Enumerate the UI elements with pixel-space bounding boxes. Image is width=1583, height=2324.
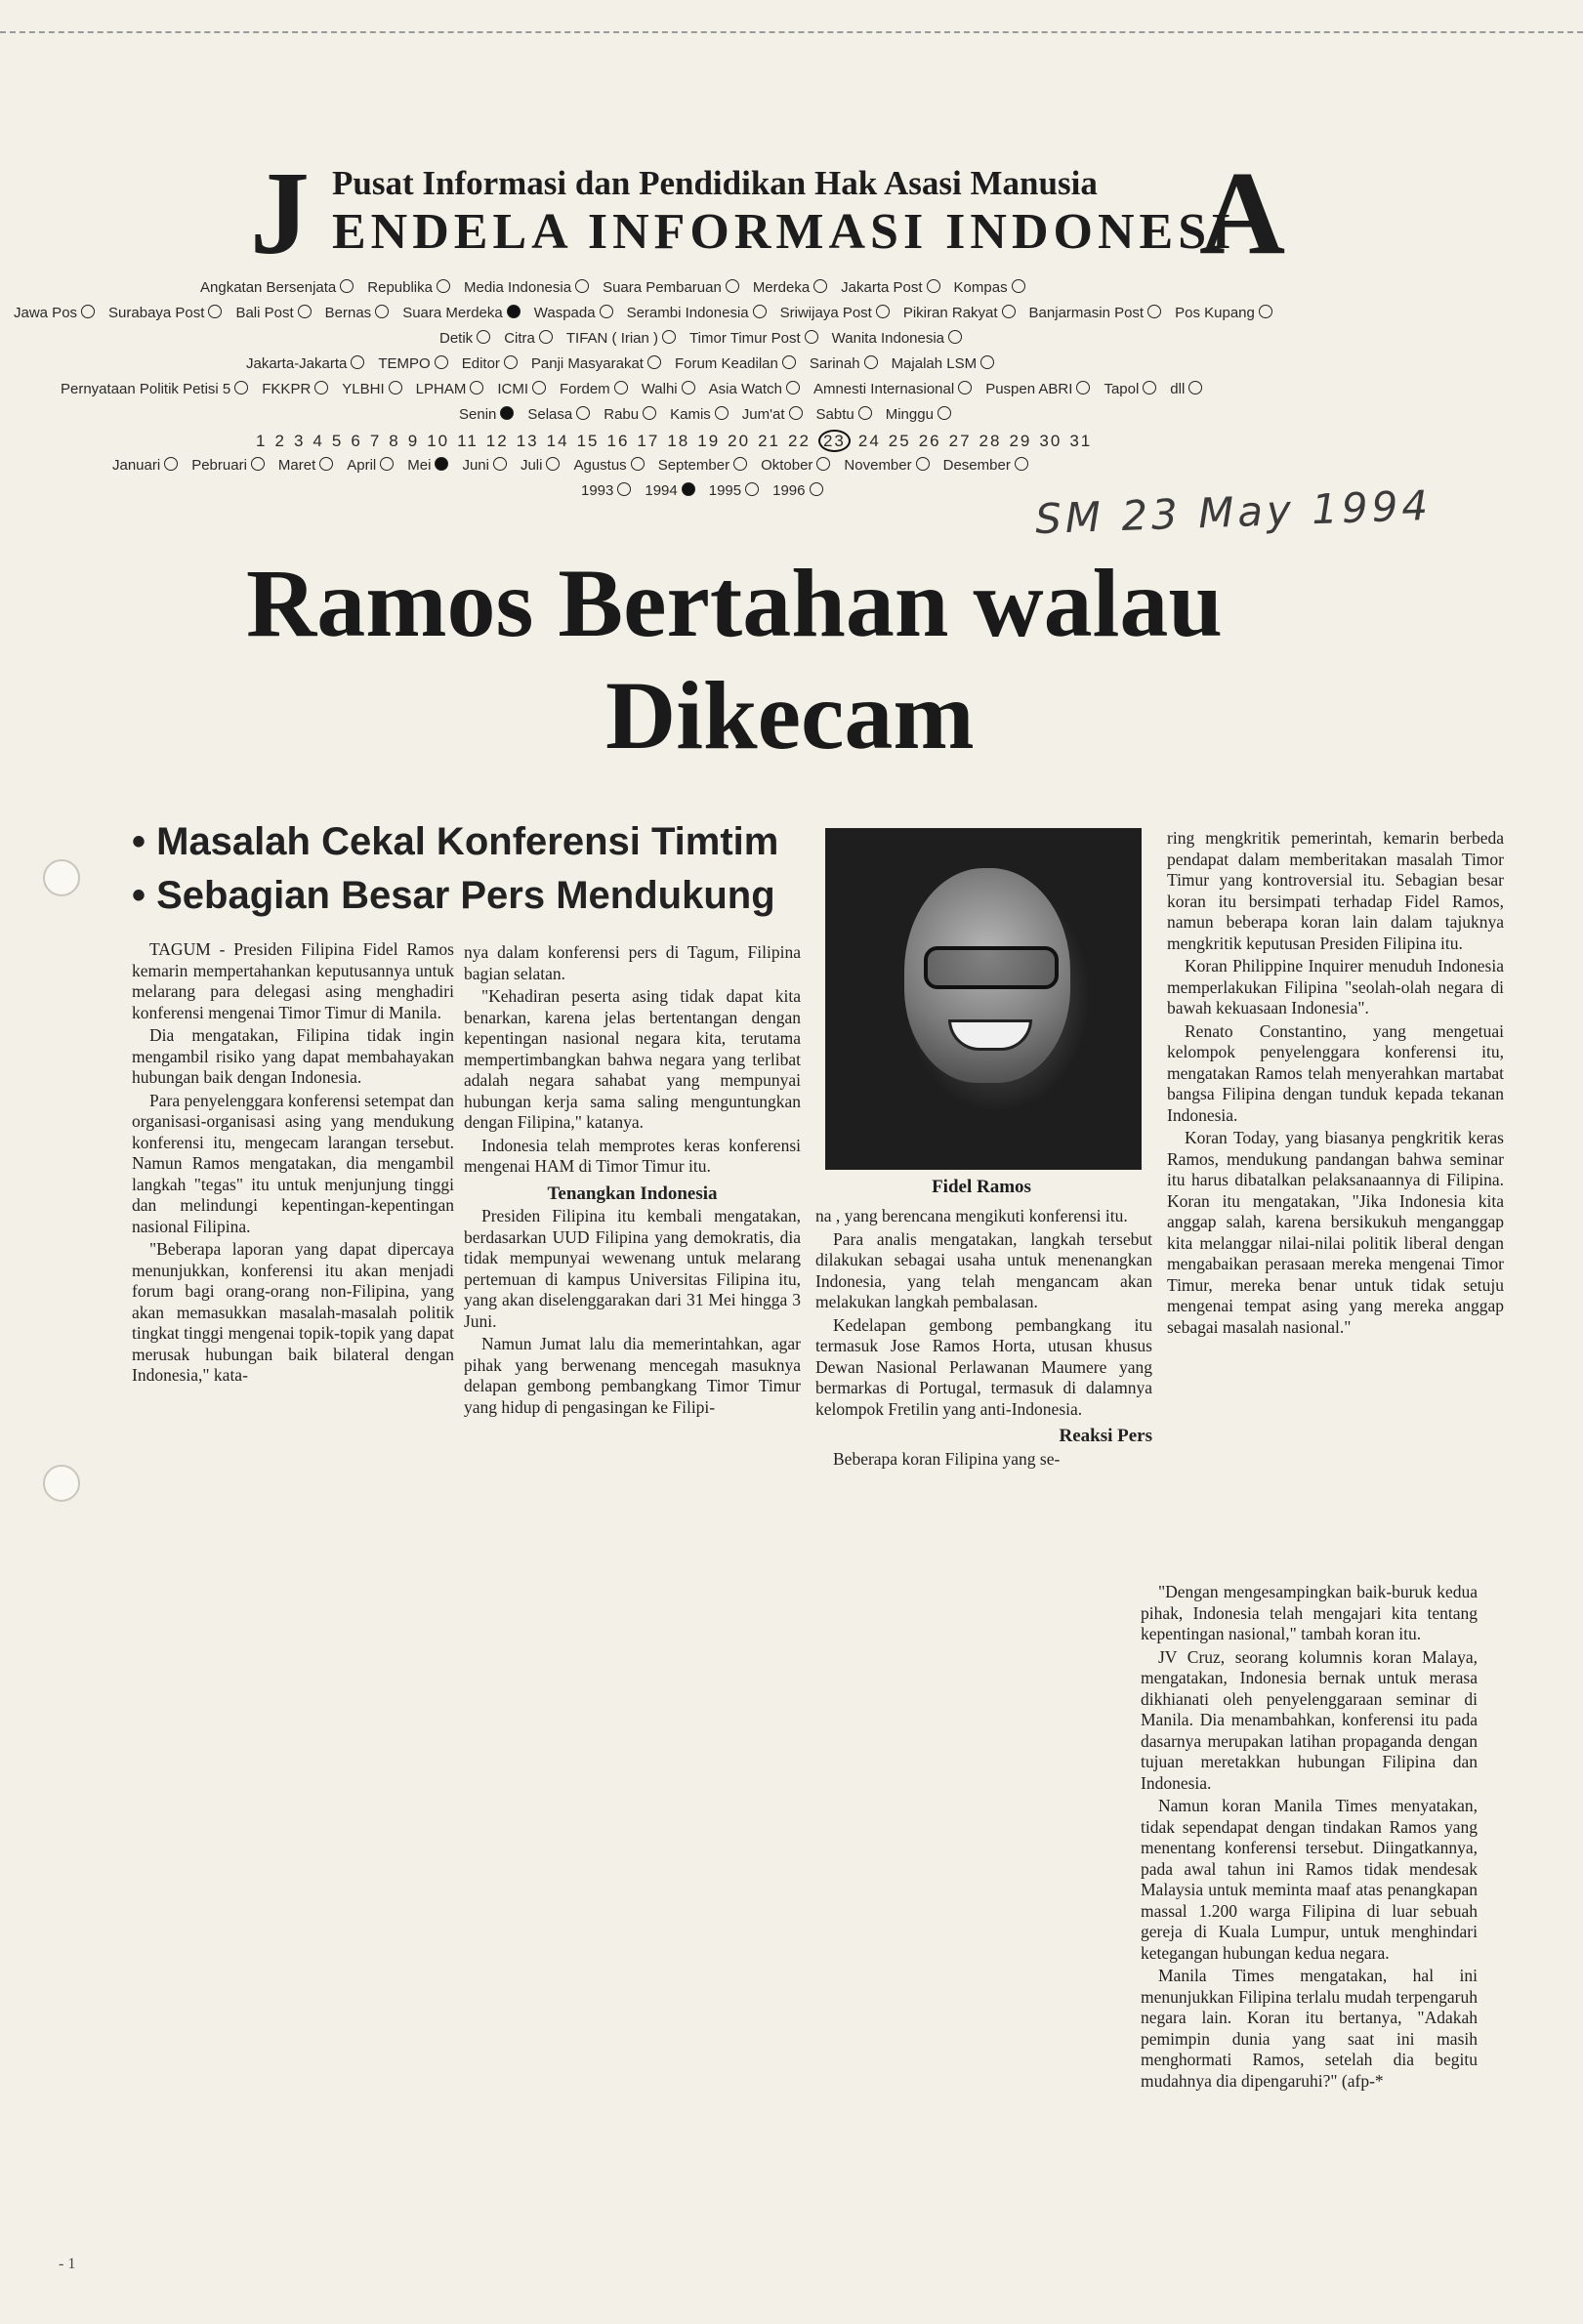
radio-icon[interactable]: [726, 279, 739, 293]
month-option[interactable]: [943, 457, 1036, 474]
month-label: November: [844, 457, 912, 474]
radio-icon[interactable]: [1147, 305, 1161, 318]
date-option[interactable]: 14: [546, 432, 569, 450]
radio-icon[interactable]: [631, 457, 645, 471]
selected-radio-icon[interactable]: [435, 457, 448, 471]
date-option[interactable]: 20: [728, 432, 751, 450]
source-option[interactable]: [531, 355, 669, 372]
paragraph: Manila Times mengatakan, hal ini menunjukkan Filipina terlalu mudah terpengaruh negara lain. Koran itu bertanya, "Adakah pemimpin dunia yang saat ini masih menghormati Ramos, setelah dia begitu mudahnya dia dipengaruhi?" (afp-*: [1141, 1966, 1478, 2091]
year-option[interactable]: [709, 482, 767, 499]
paragraph: "Dengan mengesampingkan baik-buruk kedua pihak, Indonesia telah mengajari kita tentang kepentingan nasional," tambah koran itu.: [1141, 1582, 1478, 1643]
month-label: September: [657, 457, 730, 474]
source-option[interactable]: [603, 279, 747, 296]
month-label: Juni: [462, 457, 489, 474]
day-row: [459, 406, 965, 423]
source-option[interactable]: [1170, 381, 1210, 397]
source-option[interactable]: [504, 330, 561, 347]
radio-icon[interactable]: [375, 305, 389, 318]
date-option[interactable]: 8: [389, 432, 400, 450]
source-option[interactable]: [534, 305, 621, 321]
radio-icon[interactable]: [647, 355, 661, 369]
date-option[interactable]: 11: [457, 432, 479, 450]
article-column-2: [464, 942, 801, 1420]
date-option[interactable]: 22: [788, 432, 811, 450]
day-option[interactable]: [886, 406, 959, 423]
source-label: Timor Timur Post: [689, 330, 801, 347]
source-label: Jakarta-Jakarta: [246, 355, 348, 372]
date-option[interactable]: 3: [293, 432, 306, 450]
article-column-3: [815, 1206, 1152, 1472]
radio-icon[interactable]: [682, 381, 695, 394]
year-label: 1994: [645, 482, 678, 499]
paragraph: "Beberapa laporan yang dapat dipercaya menunjukkan, konferensi itu akan menjadi forum bagi orang-orang non-Filipina, yang akan memasukkan masalah-masalah politik tingkat tinggi mengenai topik-topik yang dapat merusak hubungan baik bilateral dengan Indonesia," kata-: [132, 1239, 454, 1385]
radio-icon[interactable]: [319, 457, 333, 471]
photo-caption: Fidel Ramos: [932, 1177, 1031, 1197]
source-option[interactable]: [627, 305, 774, 321]
year-row: [581, 482, 837, 499]
radio-icon[interactable]: [733, 457, 747, 471]
month-label: Pebruari: [191, 457, 247, 474]
source-option[interactable]: [1029, 305, 1170, 321]
selected-radio-icon[interactable]: [682, 482, 695, 496]
radio-icon[interactable]: [782, 355, 796, 369]
date-option[interactable]: 12: [485, 432, 509, 450]
radio-icon[interactable]: [1143, 381, 1156, 394]
headline-line2: Dikecam: [605, 661, 975, 769]
source-option[interactable]: [416, 381, 492, 397]
source-option[interactable]: [14, 305, 103, 321]
radio-icon[interactable]: [470, 381, 483, 394]
radio-icon[interactable]: [1012, 279, 1025, 293]
radio-icon[interactable]: [576, 406, 590, 420]
radio-icon[interactable]: [477, 330, 490, 344]
radio-icon[interactable]: [864, 355, 878, 369]
source-label: Editor: [461, 355, 500, 372]
portrait-photo: [825, 828, 1142, 1170]
source-option[interactable]: [753, 279, 835, 296]
radio-icon[interactable]: [208, 305, 222, 318]
date-option[interactable]: 21: [758, 432, 781, 450]
day-label: Kamis: [670, 406, 711, 423]
source-option[interactable]: [780, 305, 897, 321]
radio-icon[interactable]: [1259, 305, 1272, 318]
day-option[interactable]: [670, 406, 736, 423]
source-option[interactable]: [235, 305, 318, 321]
paragraph: Koran Philippine Inquirer menuduh Indonesia memperlakukan Filipina "seolah-olah negara di bawah kekuasaan Indonesia".: [1167, 956, 1504, 1017]
source-label: Banjarmasin Post: [1028, 305, 1145, 321]
month-label: April: [347, 457, 377, 474]
radio-icon[interactable]: [504, 355, 518, 369]
source-label: Pos Kupang: [1175, 305, 1255, 321]
date-option[interactable]: 29: [1009, 432, 1032, 450]
source-label: Jawa Pos: [14, 305, 78, 321]
source-option[interactable]: [1175, 305, 1280, 321]
radio-icon[interactable]: [958, 381, 972, 394]
day-label: Rabu: [604, 406, 640, 423]
month-label: Oktober: [761, 457, 813, 474]
radio-icon[interactable]: [927, 279, 940, 293]
source-option[interactable]: [497, 381, 554, 397]
source-label: Sriwijaya Post: [779, 305, 872, 321]
radio-icon[interactable]: [435, 355, 448, 369]
radio-icon[interactable]: [1002, 305, 1016, 318]
source-option[interactable]: [954, 279, 1033, 296]
paragraph: Kedelapan gembong pembangkang itu termasuk Jose Ramos Horta, utusan khusus Dewan Nasional Perlawanan Maumere yang bermarkas di Portugal, termasuk di dalamnya kelompok Fretilin yang anti-Indonesia.: [815, 1314, 1152, 1419]
day-label: Jum'at: [741, 406, 785, 423]
radio-icon[interactable]: [81, 305, 95, 318]
day-label: Senin: [459, 406, 497, 423]
source-option[interactable]: [262, 381, 336, 397]
source-label: Forum Keadilan: [674, 355, 778, 372]
source-label: Amnesti Internasional: [812, 381, 955, 397]
source-option[interactable]: [108, 305, 229, 321]
day-option[interactable]: [816, 406, 880, 423]
date-option[interactable]: 15: [576, 432, 600, 450]
day-option[interactable]: [742, 406, 811, 423]
date-option[interactable]: 7: [369, 432, 382, 450]
top-cut-line: [0, 31, 1583, 33]
paragraph: ring mengkritik pemerintah, kemarin berbeda pendapat dalam memberitakan masalah Timor Timur yang kontroversial itu. Sebagian besar koran itu bersimpati terhadap Fidel Ramos, namun beberapa koran lain dalam tajuknya mengkritik keputusan Presiden Filipina itu.: [1167, 828, 1504, 953]
radio-icon[interactable]: [1188, 381, 1202, 394]
paragraph: nya dalam konferensi pers di Tagum, Filipina bagian selatan.: [464, 942, 801, 983]
month-option[interactable]: [462, 457, 515, 474]
month-option[interactable]: [844, 457, 937, 474]
source-label: Pikiran Rakyat: [902, 305, 998, 321]
date-option[interactable]: 17: [637, 432, 660, 450]
paragraph: Presiden Filipina itu kembali mengatakan, berdasarkan UUD Filipina yang demokratis, dia tidak mempunyai wewenang untuk melarang pertemuan di kampus Universitas Filipina itu, yang akan diselenggarakan dari 31 Mei hingga 3 Juni.: [464, 1206, 801, 1331]
paragraph: Renato Constantino, yang mengetuai kelompok penyelenggara konferensi itu, mengatakan Ramos telah menyerahkan martabat bangsa Filipina dengan tunduk kepada tekanan Indonesia.: [1167, 1020, 1504, 1125]
source-option[interactable]: [892, 355, 1003, 372]
month-option[interactable]: [407, 457, 456, 474]
source-label: Suara Pembaruan: [603, 279, 722, 296]
source-option[interactable]: [642, 381, 703, 397]
source-option[interactable]: [985, 381, 1098, 397]
day-label: Sabtu: [815, 406, 854, 423]
month-row: [112, 457, 1042, 474]
month-label: Mei: [407, 457, 432, 474]
source-label: Kompas: [953, 279, 1008, 296]
source-label: Angkatan Bersenjata: [200, 279, 337, 296]
paragraph: Para penyelenggara konferensi setempat dan organisasi-organisasi asing yang mendukung konferensi itu, mengecam larangan tersebut. Namun Ramos mengatakan, dia mengambil langkah "tegas" itu untuk menjunjung tinggi dan melindungi kepentingan-kepentingan nasional Filipina.: [132, 1090, 454, 1236]
source-label: Suara Merdeka: [402, 305, 503, 321]
source-label: Tapol: [1104, 381, 1140, 397]
source-label: Pernyataan Politik Petisi 5: [61, 381, 231, 397]
radio-icon[interactable]: [876, 305, 890, 318]
month-option[interactable]: [573, 457, 651, 474]
radio-icon[interactable]: [575, 279, 589, 293]
source-row-1: [200, 279, 1039, 296]
date-option[interactable]: 6: [351, 432, 362, 450]
photo-glasses: [924, 946, 1059, 989]
radio-icon[interactable]: [389, 381, 402, 394]
article-column-5: [1141, 1582, 1478, 2094]
source-option[interactable]: [675, 355, 804, 372]
source-option[interactable]: [1104, 381, 1164, 397]
source-label: Republika: [367, 279, 433, 296]
radio-icon[interactable]: [234, 381, 248, 394]
radio-icon[interactable]: [546, 457, 560, 471]
radio-icon[interactable]: [858, 406, 872, 420]
source-label: Bali Post: [235, 305, 294, 321]
headline-line1: Ramos Bertahan walau: [246, 549, 1224, 657]
day-option[interactable]: [527, 406, 598, 423]
date-option[interactable]: 26: [918, 432, 941, 450]
source-label: TEMPO: [378, 355, 431, 372]
subheadline-1: • Masalah Cekal Konferensi Timtim: [132, 820, 779, 863]
month-label: Desember: [942, 457, 1011, 474]
source-option[interactable]: [903, 305, 1023, 321]
selected-radio-icon[interactable]: [500, 406, 514, 420]
day-label: Minggu: [885, 406, 934, 423]
radio-icon[interactable]: [1076, 381, 1090, 394]
source-label: Asia Watch: [708, 381, 782, 397]
radio-icon[interactable]: [164, 457, 178, 471]
source-label: Media Indonesia: [463, 279, 572, 296]
punch-hole: [43, 859, 80, 896]
paragraph: Namun Jumat lalu dia memerintahkan, agar pihak yang berwenang mencegah masuknya delapan gembong pembangkang Timor Timur yang hidup di pengasingan ke Filipi-: [464, 1334, 801, 1417]
source-label: FKKPR: [262, 381, 312, 397]
date-option[interactable]: 5: [331, 432, 344, 450]
source-option[interactable]: [566, 330, 684, 347]
source-label: Panji Masyarakat: [530, 355, 644, 372]
month-label: Juli: [520, 457, 543, 474]
source-label: Wanita Indonesia: [831, 330, 945, 347]
paragraph: Indonesia telah memprotes keras konferensi mengenai HAM di Timor Timur itu.: [464, 1135, 801, 1176]
radio-icon[interactable]: [816, 457, 830, 471]
radio-icon[interactable]: [539, 330, 553, 344]
day-option[interactable]: [604, 406, 664, 423]
source-label: Majalah LSM: [891, 355, 978, 372]
radio-icon[interactable]: [786, 381, 800, 394]
radio-icon[interactable]: [314, 381, 328, 394]
source-label: Puspen ABRI: [985, 381, 1073, 397]
date-option[interactable]: 4: [312, 432, 324, 450]
radio-icon[interactable]: [948, 330, 962, 344]
paragraph: Namun koran Manila Times menyatakan, tidak sependapat dengan tindakan Ramos yang menentang konferensi tersebut. Diingatkannya, pada awal tahun ini Ramos tidak mendesak Malaysia untuk meminta maaf atas penangkapan massal 1.200 warga Filipina di luar sebuah gereja di Kuala Lumpur, untuk menghindari ketegangan hubungan kedua negara.: [1141, 1796, 1478, 1963]
source-label: Citra: [504, 330, 535, 347]
radio-icon[interactable]: [493, 457, 507, 471]
radio-icon[interactable]: [753, 305, 767, 318]
radio-icon[interactable]: [662, 330, 676, 344]
source-label: Fordem: [560, 381, 610, 397]
paragraph: JV Cruz, seorang kolumnis koran Malaya, mengatakan, Indonesia bernak untuk merasa dikhianati oleh penyelenggaraan seminar di Manila. Dia menambahkan, konferensi itu pada dasarnya merupakan latihan propaganda dengan tujuan meretakkan hubungan Filipina dan Indonesia.: [1141, 1646, 1478, 1793]
paragraph: na , yang berencana mengikuti konferensi itu.: [815, 1206, 1128, 1225]
source-row-2: [14, 305, 1286, 321]
radio-icon[interactable]: [745, 482, 759, 496]
month-label: Maret: [277, 457, 316, 474]
source-option[interactable]: [367, 279, 458, 296]
paragraph: Beberapa koran Filipina yang se-: [833, 1448, 1061, 1469]
date-option[interactable]: 25: [888, 432, 911, 450]
masthead-letter-j: J: [250, 147, 310, 279]
radio-icon[interactable]: [351, 355, 364, 369]
paragraph: Koran Today, yang biasanya pengkritik keras Ramos, mendukung pandangan bahwa seminar itu harus dibatalkan pelaksanaannya di Filipina. Koran itu mengatakan, "Jika Indonesia kita anggap salah, karena bersikukuh menganggap kita melanggar nilai-nilai politik liberal dengan mengabaikan perasaan mereka mengenai Timor Timur, mereka benar untuk tidak setuju mengenai tempat asing yang mereka anggap sebagai masalah nasional.": [1167, 1128, 1504, 1337]
source-label: Merdeka: [752, 279, 811, 296]
source-row-5: [61, 381, 1216, 397]
date-option[interactable]: 2: [274, 432, 286, 450]
section-heading: Tenangkan Indonesia: [547, 1183, 718, 1204]
radio-icon[interactable]: [813, 279, 827, 293]
radio-icon[interactable]: [380, 457, 394, 471]
source-label: TIFAN ( Irian ): [565, 330, 659, 347]
radio-icon[interactable]: [980, 355, 994, 369]
source-option[interactable]: [200, 279, 361, 296]
radio-icon[interactable]: [1015, 457, 1028, 471]
day-option[interactable]: [459, 406, 521, 423]
source-label: Serambi Indonesia: [626, 305, 749, 321]
article-column-4: [1167, 828, 1504, 1340]
date-option[interactable]: 24: [857, 432, 881, 450]
day-label: Selasa: [527, 406, 573, 423]
year-option[interactable]: [772, 482, 830, 499]
article-column-1: [132, 939, 454, 1389]
date-option[interactable]: 30: [1039, 432, 1062, 450]
month-option[interactable]: [761, 457, 838, 474]
source-option[interactable]: [439, 330, 498, 347]
year-option[interactable]: [581, 482, 639, 499]
month-option[interactable]: [191, 457, 272, 474]
year-label: 1996: [772, 482, 806, 499]
source-label: Walhi: [641, 381, 678, 397]
radio-icon[interactable]: [340, 279, 354, 293]
radio-icon[interactable]: [937, 406, 951, 420]
handwritten-note: SM 23 May 1994: [1034, 480, 1433, 544]
date-option[interactable]: 28: [979, 432, 1002, 450]
year-label: 1993: [581, 482, 614, 499]
paragraph: Dia mengatakan, Filipina tidak ingin mengambil risiko yang dapat membahayakan hubungan baik dengan Indonesia.: [132, 1025, 454, 1087]
subheadline-2: • Sebagian Besar Pers Mendukung: [132, 874, 775, 917]
radio-icon[interactable]: [643, 406, 656, 420]
year-option[interactable]: [645, 482, 702, 499]
masthead-letter-a: A: [1199, 147, 1286, 279]
source-option[interactable]: [560, 381, 636, 397]
source-row-4: [246, 355, 1008, 372]
year-label: 1995: [708, 482, 742, 499]
source-option[interactable]: [378, 355, 455, 372]
paragraph: TAGUM - Presiden Filipina Fidel Ramos kemarin mempertahankan keputusannya untuk melarang para delegasi asing menghadiri konferensi mengenai Timor Timur di Manila.: [132, 939, 454, 1022]
section-heading: Reaksi Pers: [1059, 1426, 1152, 1446]
source-option[interactable]: [464, 279, 597, 296]
radio-icon[interactable]: [916, 457, 930, 471]
date-option[interactable]: 31: [1069, 432, 1093, 450]
date-option[interactable]: 18: [667, 432, 690, 450]
source-label: Surabaya Post: [108, 305, 205, 321]
month-option[interactable]: [112, 457, 186, 474]
source-option[interactable]: [246, 355, 372, 372]
date-option[interactable]: 13: [516, 432, 539, 450]
selected-radio-icon[interactable]: [507, 305, 521, 318]
source-label: dll: [1170, 381, 1186, 397]
source-option[interactable]: [689, 330, 826, 347]
source-option[interactable]: [342, 381, 409, 397]
paragraph: "Kehadiran peserta asing tidak dapat kita benarkan, karena jelas bertentangan dengan kepentingan nasional negara kita, terutama mempertimbangkan bahwa negara yang terlibat adalah negara sahabat yang mempunyai hubungan kerja sama saling menguntungkan dengan Filipina," katanya.: [464, 986, 801, 1132]
source-option[interactable]: [709, 381, 808, 397]
radio-icon[interactable]: [614, 381, 628, 394]
source-option[interactable]: [810, 355, 886, 372]
source-label: ICMI: [497, 381, 528, 397]
month-label: Agustus: [573, 457, 627, 474]
month-option[interactable]: [347, 457, 401, 474]
radio-icon[interactable]: [805, 330, 818, 344]
radio-icon[interactable]: [715, 406, 729, 420]
radio-icon[interactable]: [437, 279, 450, 293]
month-option[interactable]: [658, 457, 755, 474]
source-option[interactable]: [462, 355, 525, 372]
radio-icon[interactable]: [298, 305, 312, 318]
date-option[interactable]: 27: [948, 432, 972, 450]
date-row: [256, 432, 1100, 451]
date-option[interactable]: 1: [256, 432, 268, 450]
source-option[interactable]: [402, 305, 528, 321]
month-option[interactable]: [521, 457, 568, 474]
radio-icon[interactable]: [251, 457, 265, 471]
source-option[interactable]: [61, 381, 256, 397]
masthead-line2: ENDELA INFORMASI INDONESI: [332, 204, 1236, 260]
source-label: YLBHI: [342, 381, 385, 397]
source-option[interactable]: [841, 279, 947, 296]
radio-icon[interactable]: [600, 305, 613, 318]
source-label: Sarinah: [809, 355, 860, 372]
paragraph: Para analis mengatakan, langkah tersebut dilakukan sebagai usaha untuk menenangkan Indonesia, yang telah mengancam akan melakukan langkah pembalasan.: [815, 1228, 1152, 1311]
radio-icon[interactable]: [789, 406, 803, 420]
date-option[interactable]: 16: [606, 432, 630, 450]
radio-icon[interactable]: [532, 381, 546, 394]
date-option[interactable]: 19: [697, 432, 721, 450]
source-row-3: [439, 330, 976, 347]
date-option[interactable]: 10: [427, 432, 450, 450]
source-option[interactable]: [325, 305, 397, 321]
source-label: Bernas: [324, 305, 372, 321]
source-label: LPHAM: [415, 381, 467, 397]
radio-icon[interactable]: [810, 482, 823, 496]
radio-icon[interactable]: [617, 482, 631, 496]
date-option[interactable]: 9: [407, 432, 420, 450]
month-label: Januari: [112, 457, 161, 474]
month-option[interactable]: [278, 457, 341, 474]
source-label: Jakarta Post: [841, 279, 923, 296]
source-option[interactable]: [832, 330, 970, 347]
page-mark: - 1: [59, 2256, 76, 2272]
source-label: Detik: [439, 330, 474, 347]
punch-hole: [43, 1465, 80, 1502]
source-label: Waspada: [533, 305, 596, 321]
date-option[interactable]: 23: [818, 430, 851, 452]
source-option[interactable]: [813, 381, 979, 397]
masthead-line1: Pusat Informasi dan Pendidikan Hak Asasi Manusia: [332, 164, 1098, 202]
